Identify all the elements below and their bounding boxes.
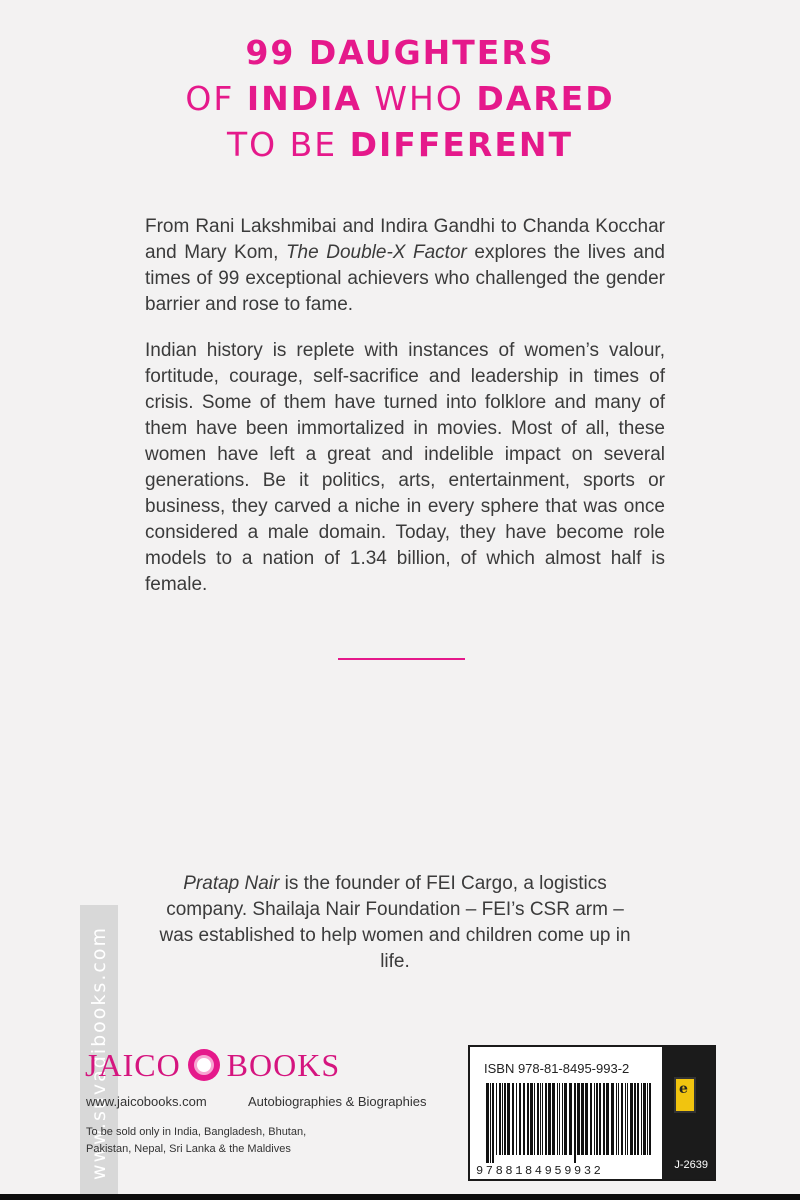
book-category: Autobiographies & Biographies	[248, 1094, 427, 1109]
barcode-bar	[542, 1083, 543, 1155]
barcode-bar	[507, 1083, 510, 1155]
section-divider	[338, 658, 465, 660]
barcode-digits: 9788184959932	[476, 1164, 604, 1178]
barcode-bar	[643, 1083, 646, 1155]
barcode-bar	[504, 1083, 506, 1155]
barcode-bar	[577, 1083, 580, 1155]
barcode-bar	[590, 1083, 592, 1155]
barcode-bar	[530, 1083, 533, 1155]
bottom-edge	[0, 1194, 800, 1200]
barcode-bar	[641, 1083, 642, 1155]
watermark-text: www.suvadibooks.com	[88, 925, 110, 1180]
barcode-bar	[585, 1083, 588, 1155]
barcode-bar	[516, 1083, 517, 1155]
jaico-emblem-icon	[188, 1049, 220, 1081]
barcode-bar	[603, 1083, 605, 1155]
barcode-bar	[599, 1083, 601, 1155]
barcode-bar	[499, 1083, 501, 1155]
barcode-bar	[548, 1083, 551, 1155]
barcode-bar	[486, 1083, 489, 1163]
barcode-bar	[562, 1083, 563, 1155]
barcode-bar	[519, 1083, 521, 1155]
barcode-bar	[621, 1083, 623, 1155]
book-title	[0, 30, 800, 168]
barcode-bar	[502, 1083, 503, 1155]
barcode-bar	[512, 1083, 514, 1155]
barcode-bar	[540, 1083, 541, 1155]
author-bio: Pratap Nair is the founder of FEI Cargo, a logistics company. Shailaja Nair Foundation – FEI’s CSR arm – was established to help women and children come up in life.	[159, 873, 631, 972]
barcode	[482, 1079, 654, 1171]
barcode-bar	[564, 1083, 567, 1155]
barcode-bar	[594, 1083, 595, 1155]
book-name: The Double-X Factor	[285, 242, 467, 263]
author-name: Pratap Nair	[183, 873, 280, 894]
distribution-notice: To be sold only in India, Bangladesh, Bhutan, Pakistan, Nepal, Sri Lanka & the Maldives	[86, 1126, 307, 1155]
barcode-bar	[523, 1083, 525, 1155]
barcode-bar	[611, 1083, 614, 1155]
barcode-bar	[559, 1083, 560, 1155]
barcode-bar	[490, 1083, 491, 1163]
barcode-bar	[492, 1083, 494, 1163]
barcode-bar	[569, 1083, 572, 1155]
barcode-bar	[496, 1083, 497, 1155]
isbn-label: ISBN 978-81-8495-993-2	[484, 1061, 630, 1076]
barcode-bar	[581, 1083, 584, 1155]
barcode-bar	[537, 1083, 539, 1155]
title-line-1: 99 DAUGHTERS	[245, 33, 555, 72]
isbn-side-panel	[662, 1047, 714, 1179]
barcode-bar	[625, 1083, 626, 1155]
publisher-website: www.jaicobooks.com	[86, 1094, 207, 1109]
barcode-bar	[618, 1083, 619, 1155]
publisher-logo: JAICO BOOKS	[85, 1046, 341, 1083]
barcode-bar	[649, 1083, 651, 1155]
barcode-bar	[647, 1083, 648, 1155]
barcode-bar	[527, 1083, 529, 1155]
title-line-3: TO BE DIFFERENT	[227, 125, 573, 164]
barcode-bar	[616, 1083, 617, 1155]
barcode-bar	[630, 1083, 633, 1155]
barcode-bar	[545, 1083, 547, 1155]
title-line-2: OF INDIA WHO DARED	[185, 79, 615, 118]
isbn-block	[468, 1045, 716, 1181]
barcode-bar	[627, 1083, 628, 1155]
barcode-bar	[552, 1083, 555, 1155]
barcode-bar	[634, 1083, 636, 1155]
barcode-bar	[606, 1083, 609, 1155]
barcode-bar	[637, 1083, 639, 1155]
blurb-paragraph-2: Indian history is replete with instances of women’s valour, fortitude, courage, self-sacrifice and leadership in times of crisis. Some of them have turned into folklore and many of them have been immortalized in movies. Most of all, these women have left a great and indelible impact on several generations. Be it politics, arts, entertainment, sports or business, they carved a niche in every sphere that was once considered a male domain. Today, they have become role models to a nation of 1.34 billion, of which almost half is female.	[145, 340, 665, 595]
catalog-code: J-2639	[674, 1159, 708, 1171]
barcode-bar	[596, 1083, 598, 1155]
ebook-available-icon	[674, 1077, 696, 1113]
barcode-bar	[574, 1083, 576, 1163]
blurb-paragraph-1: From Rani Lakshmibai and Indira Gandhi to Chanda Kocchar and Mary Kom, The Double-X Factor explores the lives and times of 99 exceptional achievers who challenged the gender barrier and rose to fame.	[145, 216, 665, 315]
barcode-bar	[534, 1083, 535, 1155]
barcode-bar	[557, 1083, 558, 1155]
